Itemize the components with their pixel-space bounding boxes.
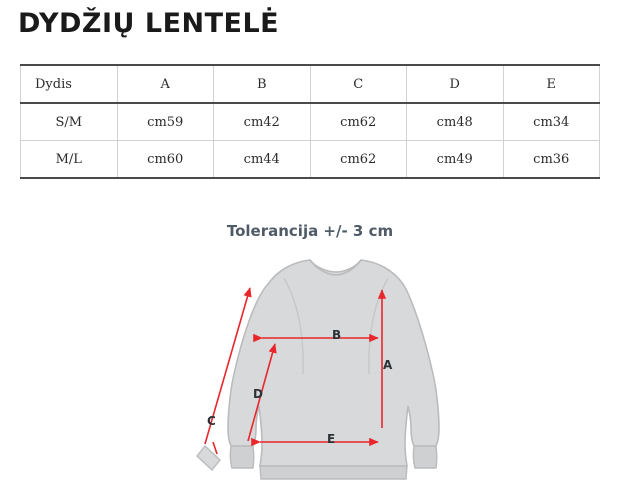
cell-e: cm36 (503, 141, 600, 179)
garment-diagram (150, 246, 480, 491)
table-head (21, 65, 600, 103)
table-header-c: C (310, 65, 407, 103)
table-header-a: A (117, 65, 214, 103)
table-row (21, 103, 600, 141)
cell-d: cm49 (407, 141, 504, 179)
table-row (21, 141, 600, 179)
cell-c: cm62 (310, 141, 407, 179)
row-size-label: M/L (21, 141, 118, 179)
table-body (21, 103, 600, 178)
table-header-b: B (214, 65, 311, 103)
sweatshirt-shape (228, 260, 439, 479)
cell-c: cm62 (310, 103, 407, 141)
cell-b: cm42 (214, 103, 311, 141)
size-table (20, 64, 600, 179)
measure-line-c-tick (213, 442, 217, 454)
measure-label-e: E (327, 432, 336, 446)
table-header-e: E (503, 65, 600, 103)
garment-illustration (150, 246, 480, 491)
cell-a: cm59 (117, 103, 214, 141)
sleeve-outline (197, 446, 220, 470)
measure-label-d: D (253, 387, 263, 401)
measure-label-a: A (383, 358, 393, 372)
cell-a: cm60 (117, 141, 214, 179)
tolerance-note: Tolerancija +/- 3 cm (226, 222, 394, 240)
table-header-d: D (407, 65, 504, 103)
cell-d: cm48 (407, 103, 504, 141)
measure-label-c: C (207, 414, 216, 428)
row-size-label: S/M (21, 103, 118, 141)
measure-label-b: B (332, 328, 342, 342)
cell-e: cm34 (503, 103, 600, 141)
page-title: DYDŽIŲ LENTELĖ (18, 8, 280, 39)
table-header-row (21, 65, 600, 103)
table-header-size: Dydis (21, 65, 118, 103)
cell-b: cm44 (214, 141, 311, 179)
